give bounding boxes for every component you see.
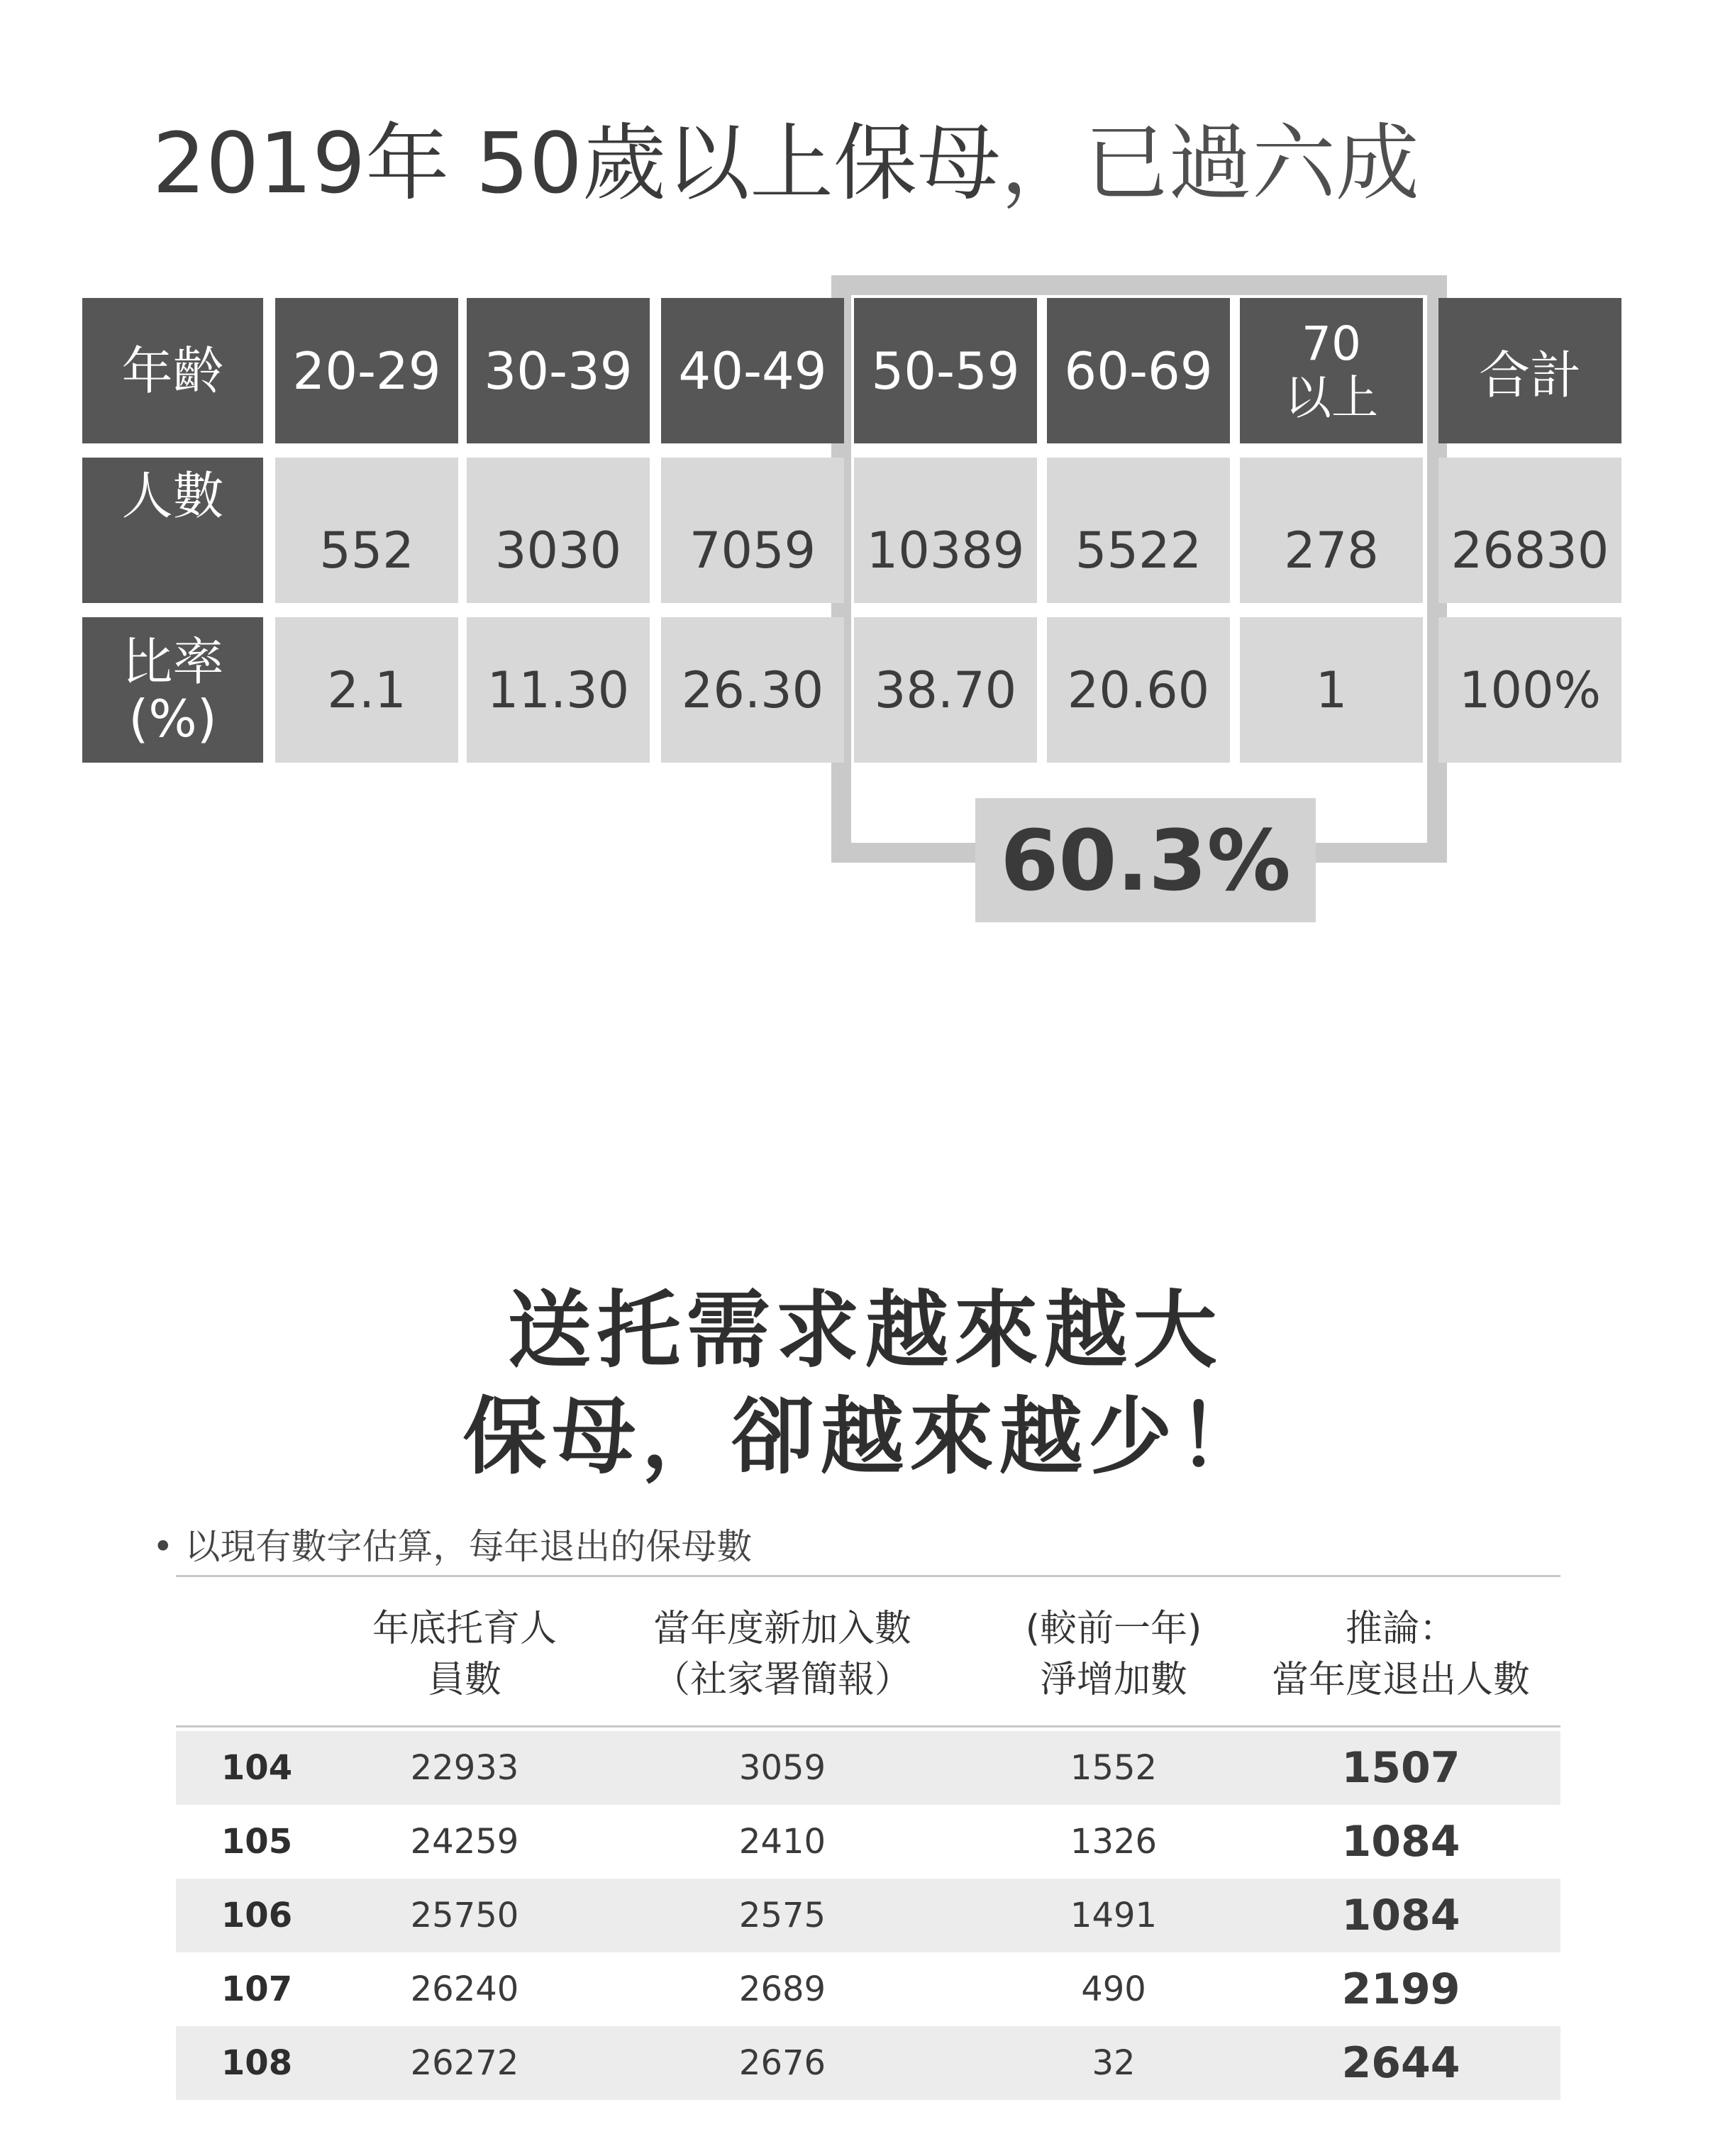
exit-count-cell: 1507 xyxy=(1341,1743,1460,1793)
table-row xyxy=(176,1879,1560,1952)
total-cell: 25750 xyxy=(410,1896,519,1935)
year-cell: 106 xyxy=(221,1896,293,1935)
count-cell: 552 xyxy=(275,458,458,603)
year-cell: 104 xyxy=(221,1748,293,1788)
ratio-cell: 11.30 xyxy=(467,617,650,763)
age-header-cell: 合計 xyxy=(1438,298,1621,443)
net-cell: 1491 xyxy=(1070,1896,1158,1935)
column-header: 推論： 當年度退出人數 xyxy=(1271,1608,1530,1701)
age-header-cell: 60-69 xyxy=(1047,298,1230,443)
year-cell: 105 xyxy=(221,1822,293,1862)
column-header: (較前一年) 淨增加數 xyxy=(1025,1608,1202,1701)
table-row xyxy=(176,2026,1560,2100)
net-cell: 32 xyxy=(1092,2043,1136,2083)
age-header-cell: 30-39 xyxy=(467,298,650,443)
ratio-cell: 38.70 xyxy=(854,617,1037,763)
new-cell: 2676 xyxy=(738,2043,826,2083)
new-cell: 2575 xyxy=(738,1896,826,1935)
age-header-cell: 70 以上 xyxy=(1240,298,1423,443)
year-cell: 107 xyxy=(221,1969,293,2009)
net-cell: 1326 xyxy=(1070,1822,1158,1862)
count-cell: 10389 xyxy=(854,458,1037,603)
new-cell: 3059 xyxy=(738,1748,826,1788)
net-cell: 1552 xyxy=(1070,1748,1158,1788)
section-title-line2: 保母，卻越來越少！ xyxy=(462,1388,1268,1486)
section-title-line1: 送托需求越來越大 xyxy=(507,1281,1223,1379)
total-cell: 26272 xyxy=(410,2043,519,2083)
ratio-cell: 20.60 xyxy=(1047,617,1230,763)
count-cell: 7059 xyxy=(661,458,844,603)
ratio-cell: 1 xyxy=(1240,617,1423,763)
exit-count-cell: 2199 xyxy=(1341,1964,1460,2014)
total-cell: 24259 xyxy=(410,1822,519,1862)
total-cell: 22933 xyxy=(410,1748,519,1788)
count-cell: 278 xyxy=(1240,458,1423,603)
exit-count-cell: 1084 xyxy=(1341,1891,1460,1940)
age-header-cell: 40-49 xyxy=(661,298,844,443)
age-header-cell: 20-29 xyxy=(275,298,458,443)
title-suffix: ，已過六成 xyxy=(1000,114,1419,212)
table-header-rule xyxy=(176,1725,1560,1727)
table-row xyxy=(176,1731,1560,1805)
column-header: 年底托育人 員數 xyxy=(372,1608,557,1701)
row-label-count: 人數 xyxy=(82,458,263,603)
ratio-cell: 26.30 xyxy=(661,617,844,763)
page-title xyxy=(153,106,1571,220)
column-header: 當年度新加入數 （社家署簡報） xyxy=(653,1608,911,1701)
age-header-cell: 50-59 xyxy=(854,298,1037,443)
ratio-cell: 100% xyxy=(1438,617,1621,763)
title-main: 2019年 50歲以上保母 xyxy=(153,114,1001,212)
header-label-age: 年齡 xyxy=(82,298,263,443)
count-cell: 5522 xyxy=(1047,458,1230,603)
row-label-ratio: 比率 (%) xyxy=(82,617,263,763)
net-cell: 490 xyxy=(1081,1969,1146,2009)
count-cell: 26830 xyxy=(1438,458,1621,603)
bullet-note: • 以現有數字估算，每年退出的保母數 xyxy=(153,1526,753,1567)
highlight-bracket-top xyxy=(831,275,1447,295)
exit-count-cell: 1084 xyxy=(1341,1817,1460,1867)
year-cell: 108 xyxy=(221,2043,293,2083)
count-cell: 3030 xyxy=(467,458,650,603)
new-cell: 2410 xyxy=(738,1822,826,1862)
new-cell: 2689 xyxy=(738,1969,826,2009)
table-row xyxy=(176,1805,1560,1879)
over-50-percentage: 60.3% xyxy=(975,798,1316,922)
table-row xyxy=(176,1952,1560,2026)
total-cell: 26240 xyxy=(410,1969,519,2009)
ratio-cell: 2.1 xyxy=(275,617,458,763)
table-top-rule xyxy=(176,1575,1560,1577)
exit-count-cell: 2644 xyxy=(1341,2038,1460,2088)
